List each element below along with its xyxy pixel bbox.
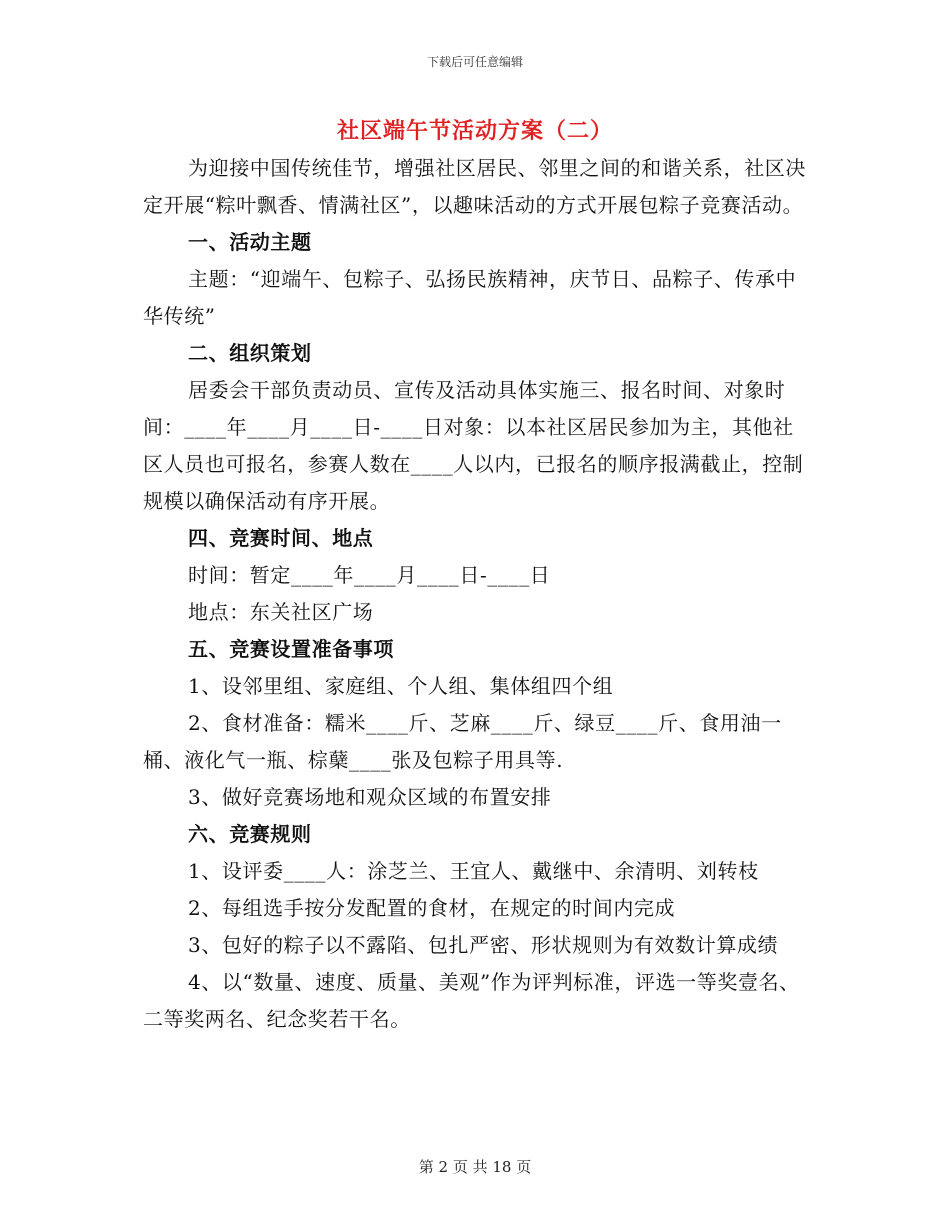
section-heading-time-place: 四、竞赛时间、地点 [188,526,374,550]
place-paragraph: 地点：东关社区广场 [188,600,374,624]
rules-item-1: 1、设评委____人：涂芝兰、王宜人、戴继中、余清明、刘转枝 [188,859,759,883]
document-title: 社区端午节活动方案（二） [336,118,613,144]
rules-item-2: 2、每组选手按分发配置的食材，在规定的时间内完成 [188,896,676,920]
rules-item-4: 4、以“数量、速度、质量、美观”作为评判标准，评选一等奖壹名、二等奖两名、纪念奖若干名。 [143,970,800,1031]
preparation-item-1: 1、设邻里组、家庭组、个人组、集体组四个组 [188,674,614,698]
document-body [143,150,811,1038]
rules-item-3: 3、包好的粽子以不露陷、包扎严密、形状规则为有效数计算成绩 [188,933,779,957]
section-heading-theme: 一、活动主题 [188,230,312,254]
time-paragraph: 时间：暂定____年____月____日-____日 [188,563,551,587]
preparation-item-3: 3、做好竞赛场地和观众区域的布置安排 [188,785,552,809]
header-note: 下载后可任意编辑 [426,55,523,69]
preparation-item-2: 2、食材准备：糯米____斤、芝麻____斤、绿豆____斤、食用油一桶、液化气一瓶、棕蘖____张及包粽子用具等. [143,711,782,772]
intro-paragraph: 为迎接中国传统佳节，增强社区居民、邻里之间的和谐关系，社区决定开展“粽叶飘香、情满社区”，以趣味活动的方式开展包粽子竞赛活动。 [143,156,806,217]
section-heading-preparation: 五、竞赛设置准备事项 [188,637,394,661]
theme-paragraph: 主题：“迎端午、包粽子、弘扬民族精神，庆节日、品粽子、传承中华传统” [143,267,797,328]
section-heading-organization: 二、组织策划 [188,341,312,365]
section-heading-rules: 六、竞赛规则 [188,822,312,846]
page-footer: 第 2 页 共 18 页 [418,1158,532,1176]
organization-paragraph: 居委会干部负责动员、宣传及活动具体实施三、报名时间、对象时间：____年____月____日-____日对象：以本社区居民参加为主，其他社区人员也可报名，参赛人数在____人以内，已报名的顺序报满截止，控制规模以确保活动有序开展。 [143,378,804,513]
